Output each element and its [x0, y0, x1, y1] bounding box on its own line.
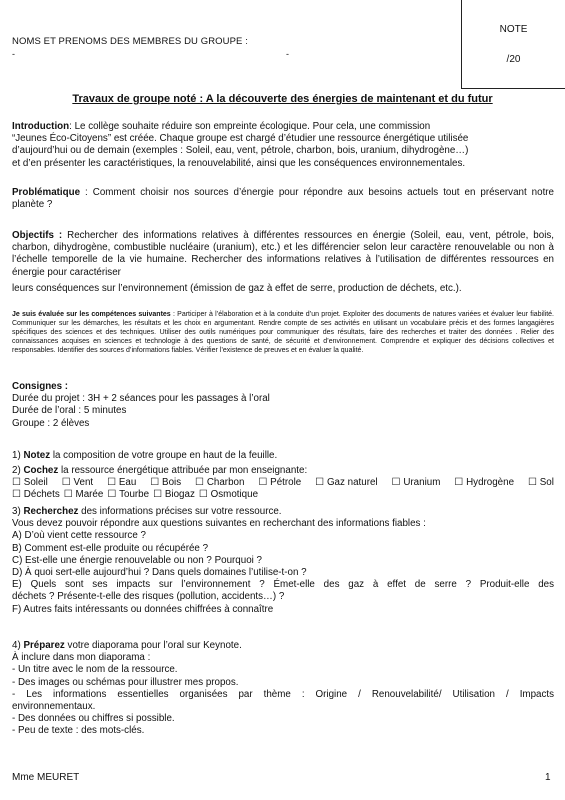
checkbox-icon[interactable]: ☐ [195, 477, 204, 489]
intro-line: : Le collège souhaite réduire son empreinte écologique. Pour cela, une commission [69, 121, 431, 132]
step-3-intro: Vous devez pouvoir répondre aux questions suivantes en recherchant des informations fiables : [12, 518, 426, 530]
consignes-heading: Consignes : [12, 381, 69, 392]
problematique-text: : Comment choisir nos sources d’énergie pour répondre aux besoins actuels tout en préservant notre planète ? [12, 187, 554, 211]
intro-line: et d’en présenter les caractéristiques, la renouvelabilité, ainsi que les conséquences environnementales. [12, 157, 466, 169]
diaporama-item: - Les informations essentielles organisées par thème : Origine / Renouvelabilité/ Utilisation / Impacts [12, 688, 554, 700]
checkbox-icon[interactable]: ☐ [527, 477, 537, 489]
step-verb: Cochez [23, 465, 59, 476]
problematique-paragraph [12, 187, 554, 211]
checkbox-label: Déchets [23, 489, 60, 501]
objectifs-label: Objectifs : [12, 230, 63, 241]
consigne-line: Groupe : 2 élèves [12, 417, 90, 429]
diaporama-item: - Des images ou schémas pour illustrer mes propos. [12, 676, 239, 688]
checkbox-icon[interactable]: ☐ [391, 477, 401, 489]
note-label: NOTE [499, 24, 528, 35]
checkbox-label: Bois [162, 477, 182, 489]
checkbox-icon[interactable]: ☐ [198, 489, 208, 501]
intro-paragraph [12, 121, 554, 170]
note-box [461, 0, 565, 89]
checkbox-icon[interactable]: ☐ [150, 477, 160, 489]
checkbox-icon[interactable]: ☐ [454, 477, 464, 489]
step-3 [12, 506, 554, 616]
step-1 [12, 450, 554, 462]
resource-checkbox-row [12, 477, 554, 489]
competences-paragraph [12, 310, 554, 355]
objectifs-last-line: leurs conséquences sur l’environnement (émission de gaz à effet de serre, production de déchets, etc.). [12, 283, 462, 294]
checkbox-label: Uranium [403, 477, 441, 489]
checkbox-label: Charbon [206, 477, 245, 489]
question-item-continued: déchets ? Présente-t-elle des risques (pollution, accidents…) ? [12, 591, 285, 603]
step-2 [12, 465, 554, 502]
page-title: Travaux de groupe noté : A la découverte des énergies de maintenant et du futur [72, 93, 493, 105]
diaporama-item-continued: environnementaux. [12, 701, 96, 713]
checkbox-icon[interactable]: ☐ [12, 489, 21, 501]
checkbox-label: Eau [118, 477, 137, 489]
step-number: 4) [12, 640, 24, 651]
resource-checkbox-déchets[interactable] [12, 489, 60, 500]
checkbox-icon[interactable]: ☐ [153, 489, 162, 501]
checkbox-icon[interactable]: ☐ [12, 477, 21, 489]
step-text: votre diaporama pour l’oral sur Keynote. [64, 640, 242, 651]
step-verb: Préparez [23, 640, 65, 651]
resource-checkbox-gaz-naturel[interactable] [315, 477, 377, 489]
resource-checkbox-biogaz[interactable] [153, 489, 195, 500]
checkbox-icon[interactable]: ☐ [258, 477, 268, 489]
resource-checkbox-eau[interactable] [107, 477, 136, 489]
checkbox-label: Sol [539, 477, 554, 489]
step-4 [12, 640, 554, 738]
checkbox-label: Soleil [23, 477, 48, 489]
consignes-block [12, 381, 554, 430]
step-text: la composition de votre groupe en haut de la feuille. [50, 450, 278, 461]
checkbox-label: Pétrole [270, 477, 302, 489]
consigne-line: Durée de l’oral : 5 minutes [12, 405, 127, 417]
name-dash-right: - [286, 49, 289, 59]
checkbox-icon[interactable]: ☐ [107, 477, 116, 489]
step-number: 2) [12, 465, 24, 476]
resource-checkbox-hydrogène[interactable] [454, 477, 514, 489]
competences-text: : Participer à l’élaboration et à la conduite d’un projet. Exploiter des documents de natures variées et évaluer leur fiabilité. Communiquer sur les démarches, les résultats et les choix en argumentant. Rendre compte de ses activités en utilisant un vocabulaire précis et des formes langagières spécifiques des sciences et des techniques. Utiliser des outils numériques pour communiquer des résultats, faire des recherches et traiter des données . Relier des connaissances acquises en sciences et technologie à des questions de santé, de sécurité et d’environnement. Comprendre et expliquer des décisions collectives et responsables. Identifier des sources d’informations fiables. Vérifier l’existence de preuves et en évaluer la qualité. [12, 311, 554, 355]
step-verb: Notez [23, 450, 51, 461]
note-score: /20 [506, 54, 521, 65]
problematique-label: Problématique [12, 187, 81, 198]
resource-checkbox-tourbe[interactable] [107, 489, 149, 500]
step-verb: Recherchez [23, 506, 79, 517]
resource-checkbox-uranium[interactable] [392, 477, 441, 489]
step-text: des informations précises sur votre ressource. [78, 506, 282, 517]
resource-checkbox-sol[interactable] [528, 477, 554, 489]
checkbox-label: Marée [75, 489, 104, 501]
question-item: E) Quels sont ses impacts sur l’environnement ? Émet-elle des gaz à effet de serre ? Produit-elle des [12, 579, 554, 591]
checkbox-icon[interactable]: ☐ [61, 477, 71, 489]
checkbox-label: Hydrogène [466, 477, 515, 489]
intro-label: Introduction [12, 121, 70, 132]
resource-checkbox-row [12, 489, 554, 501]
resource-checkbox-soleil[interactable] [12, 477, 48, 489]
consigne-line: Durée du projet : 3H + 2 séances pour les passages à l’oral [12, 393, 270, 405]
intro-line: “Jeunes Éco-Citoyens” est créée. Chaque groupe est chargé d’étudier une ressource énergétique utilisée [12, 133, 469, 145]
intro-line: d’aujourd’hui ou de demain (exemples : Soleil, eau, vent, pétrole, charbon, bois, uranium, dihydrogène…) [12, 145, 469, 157]
checkbox-label: Tourbe [119, 489, 150, 501]
checkbox-icon[interactable]: ☐ [63, 489, 73, 501]
diaporama-item: - Un titre avec le nom de la ressource. [12, 664, 178, 676]
teacher-name: Mme MEURET [12, 772, 80, 783]
checkbox-label: Osmotique [210, 489, 259, 501]
checkbox-label: Gaz naturel [326, 477, 378, 489]
question-item: D) À quoi sert-elle aujourd’hui ? Dans quels domaines l’utilise-t-on ? [12, 567, 307, 579]
question-item: F) Autres faits intéressants ou données chiffrées à connaître [12, 603, 274, 615]
question-item: C) Est-elle une énergie renouvelable ou non ? Pourquoi ? [12, 554, 262, 566]
diaporama-item: - Des données ou chiffres si possible. [12, 713, 175, 725]
resource-checkbox-bois[interactable] [150, 477, 181, 489]
checkbox-icon[interactable]: ☐ [315, 477, 324, 489]
step-number: 1) [12, 450, 24, 461]
name-dash-left: - [12, 49, 15, 59]
step-number: 3) [12, 506, 24, 517]
competences-label: Je suis évaluée sur les compétences suivantes [12, 311, 171, 318]
resource-checkbox-marée[interactable] [64, 489, 104, 500]
question-item: B) Comment est-elle produite ou récupérée ? [12, 542, 209, 554]
step-text: la ressource énergétique attribuée par mon enseignante: [58, 465, 308, 476]
objectifs-paragraph [12, 230, 554, 279]
resource-checkbox-pétrole[interactable] [258, 477, 301, 489]
step-4-intro: À inclure dans mon diaporama : [12, 652, 151, 664]
names-label: NOMS ET PRENOMS DES MEMBRES DU GROUPE : [12, 36, 248, 47]
question-item: A) D’où vient cette ressource ? [12, 530, 146, 542]
page-number: 1 [545, 772, 551, 783]
checkbox-icon[interactable]: ☐ [107, 489, 117, 501]
objectifs-text: Rechercher des informations relatives à différentes ressources en énergie (Soleil, eau, vent, pétrole, bois, charbon, dihydrogène, combustible nucléaire (uranium), etc.) et les différencier selon leur caractère renouvelable ou non à l’échelle temporelle de la vie humaine. Rechercher des informations relatives à l’utilisation de différentes ressources en énergie pour caractériser [12, 230, 554, 278]
resource-checkbox-charbon[interactable] [195, 477, 244, 489]
resource-checkbox-vent[interactable] [62, 477, 93, 489]
diaporama-item: - Peu de texte : des mots-clés. [12, 725, 145, 737]
checkbox-label: Vent [73, 477, 94, 489]
checkbox-label: Biogaz [164, 489, 195, 501]
resource-checkbox-osmotique[interactable] [199, 489, 258, 500]
